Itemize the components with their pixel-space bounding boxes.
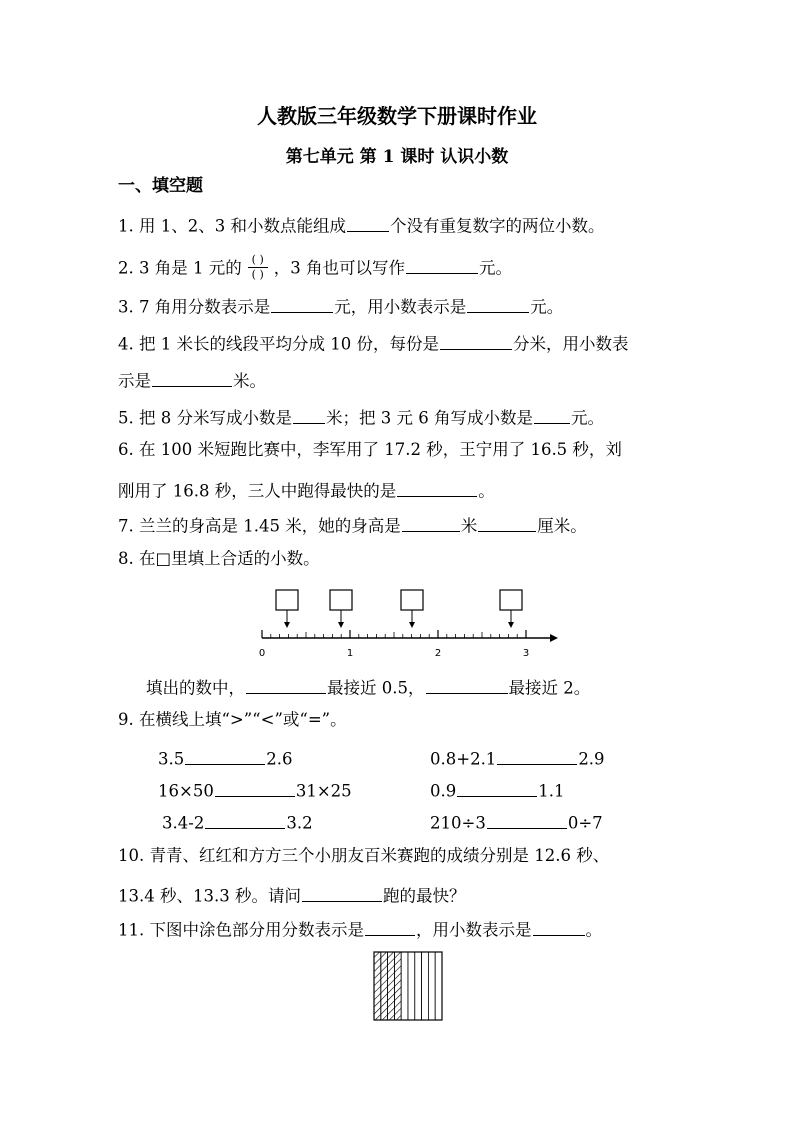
shaded-bars-figure	[373, 951, 443, 1021]
question-6-line-2	[118, 479, 495, 500]
unshaded-strip	[408, 952, 415, 1020]
q10-blank[interactable]	[302, 884, 382, 902]
question-7	[118, 514, 587, 535]
q1-blank[interactable]	[347, 214, 389, 232]
q2-text-a: 2. 3 角是 1 元的	[118, 258, 242, 278]
axis-arrow	[550, 634, 558, 642]
comparison-right: 2.9	[578, 749, 605, 769]
q6-text-b: 刚用了 16.8 秒，三人中跑得最快的是	[118, 481, 397, 501]
q10-text-a: 10. 青青、红红和方方三个小朋友百米赛跑的成绩分别是 12.6 秒、	[118, 846, 610, 865]
unshaded-strip	[422, 952, 429, 1020]
tick-label-2: 2	[434, 648, 442, 659]
comparison-left: 3.5	[158, 749, 185, 769]
unshaded-strip	[428, 952, 435, 1020]
q11-text-c: 。	[585, 920, 602, 940]
q5-blank-2[interactable]	[534, 406, 570, 424]
comparison-right: 3.2	[286, 813, 313, 833]
q8-blank-1[interactable]	[246, 676, 326, 694]
q7-text-a: 7. 兰兰的身高是 1.45 米，她的身高是	[118, 516, 401, 536]
page-title: 人教版三年级数学下册课时作业	[257, 104, 537, 128]
q11-text-b: ，用小数表示是	[416, 920, 532, 940]
comparison-blank[interactable]	[497, 747, 577, 765]
comparison-1	[158, 747, 293, 769]
q4-blank-2[interactable]	[152, 369, 232, 387]
q11-blank-1[interactable]	[365, 918, 415, 936]
question-9	[118, 712, 347, 729]
q5-text-a: 5. 把 8 分米写成小数是	[118, 408, 292, 428]
q8-blank-2[interactable]	[426, 676, 508, 694]
q3-text-a: 3. 7 角用分数表示是	[118, 297, 271, 317]
tick-label-1: 1	[346, 648, 354, 659]
answer-box-3[interactable]	[401, 590, 423, 628]
question-4-line-2	[118, 369, 266, 390]
comparison-blank[interactable]	[487, 811, 567, 829]
unshaded-strip	[435, 952, 442, 1020]
comparison-3	[158, 779, 352, 801]
q5-blank-1[interactable]	[293, 406, 325, 424]
q9-text-a: 9. 在横线上填“>”“<”或“=”。	[118, 710, 347, 729]
question-8-answer	[146, 676, 590, 697]
q7-text-b: 米	[460, 516, 478, 536]
q4-text-b: 分米，用小数表	[512, 334, 629, 354]
axis-ticks	[262, 630, 526, 638]
q2-text-b: ，3 角也可以写作	[273, 258, 405, 278]
tick-label-3: 3	[522, 648, 530, 659]
unshaded-strip	[415, 952, 422, 1020]
answer-box-1[interactable]	[276, 590, 298, 628]
q6-text-c: 。	[478, 481, 495, 501]
shaded-strip	[394, 952, 401, 1020]
comparison-right: 2.6	[266, 749, 293, 769]
q4-text-d: 米。	[233, 371, 266, 391]
question-5	[118, 406, 604, 427]
question-10-line-1	[118, 848, 609, 865]
q4-text-c: 示是	[118, 371, 151, 391]
comparison-5	[162, 811, 313, 833]
q3-blank-1[interactable]	[271, 295, 333, 313]
number-line-figure	[256, 586, 566, 662]
q8-text-b: 填出的数中，	[146, 678, 245, 698]
comparison-right: 1.1	[538, 781, 565, 801]
q3-blank-2[interactable]	[467, 295, 529, 313]
shaded-strip	[388, 952, 395, 1020]
answer-box-4[interactable]	[500, 590, 522, 628]
comparison-right: 31×25	[295, 781, 352, 801]
comparison-2	[430, 747, 605, 769]
question-8	[118, 551, 320, 568]
question-1	[118, 214, 604, 235]
comparison-4	[430, 779, 565, 801]
unshaded-strip	[401, 952, 408, 1020]
q3-text-b: 元，用小数表示是	[334, 297, 467, 317]
q2-fraction-denominator: ( )	[251, 267, 264, 281]
comparison-left: 0.8+2.1	[430, 749, 497, 769]
q3-text-c: 元。	[530, 297, 564, 317]
q11-text-a: 11. 下图中涂色部分用分数表示是	[118, 920, 364, 940]
q8-text-d: 最接近 2。	[508, 678, 591, 698]
q4-text-a: 4. 把 1 米长的线段平均分成 10 份，每份是	[118, 334, 439, 354]
question-10-line-2	[118, 884, 465, 905]
comparison-left: 0.9	[430, 781, 457, 801]
q1-text-b: 个没有重复数字的两位小数。	[389, 216, 605, 236]
q6-text-a: 6. 在 100 米短跑比赛中，李军用了 17.2 秒，王宁用了 16.5 秒，刘	[118, 440, 622, 459]
q7-text-c: 厘米。	[537, 516, 587, 536]
question-11	[118, 918, 602, 939]
comparison-6	[430, 811, 603, 833]
comparison-right: 0÷7	[567, 813, 603, 833]
question-3	[118, 295, 563, 316]
question-6-line-1	[118, 442, 622, 459]
comparison-left: 210÷3	[430, 813, 486, 833]
tick-label-0: 0	[258, 648, 266, 659]
answer-box-2[interactable]	[330, 590, 352, 628]
comparison-blank[interactable]	[205, 811, 285, 829]
comparison-blank[interactable]	[185, 747, 265, 765]
q10-text-c: 跑的最快？	[382, 886, 466, 906]
section-heading: 一、填空题	[118, 176, 203, 196]
comparison-blank[interactable]	[215, 779, 295, 797]
shaded-strip	[374, 952, 381, 1020]
comparison-left: 16×50	[158, 781, 214, 801]
q4-blank-1[interactable]	[440, 332, 512, 350]
q5-text-c: 元。	[570, 408, 604, 428]
q8-text-a: 8. 在□里填上合适的小数。	[118, 549, 320, 568]
page-subtitle: 第七单元 第 1 课时 认识小数	[285, 147, 509, 167]
shaded-strip	[381, 952, 388, 1020]
q7-blank-2[interactable]	[478, 514, 536, 532]
q8-text-c: 最接近 0.5，	[327, 678, 425, 698]
comparison-left: 3.4-2	[162, 813, 205, 833]
q10-text-b: 13.4 秒、13.3 秒。请问	[118, 886, 301, 906]
q1-text-a: 1. 用 1、2、3 和小数点能组成	[118, 216, 346, 236]
q6-blank[interactable]	[397, 479, 477, 497]
comparison-blank[interactable]	[457, 779, 537, 797]
question-4-line-1	[118, 332, 628, 353]
q2-text-c: 元。	[478, 258, 512, 278]
question-2	[118, 253, 512, 282]
q2-blank[interactable]	[406, 256, 478, 274]
q2-fraction-numerator: ( )	[251, 253, 264, 266]
q7-blank-1[interactable]	[402, 514, 460, 532]
q5-text-b: 米；把 3 元 6 角写成小数是	[325, 408, 533, 428]
q11-blank-2[interactable]	[533, 918, 585, 936]
q2-fraction[interactable]	[248, 254, 268, 280]
